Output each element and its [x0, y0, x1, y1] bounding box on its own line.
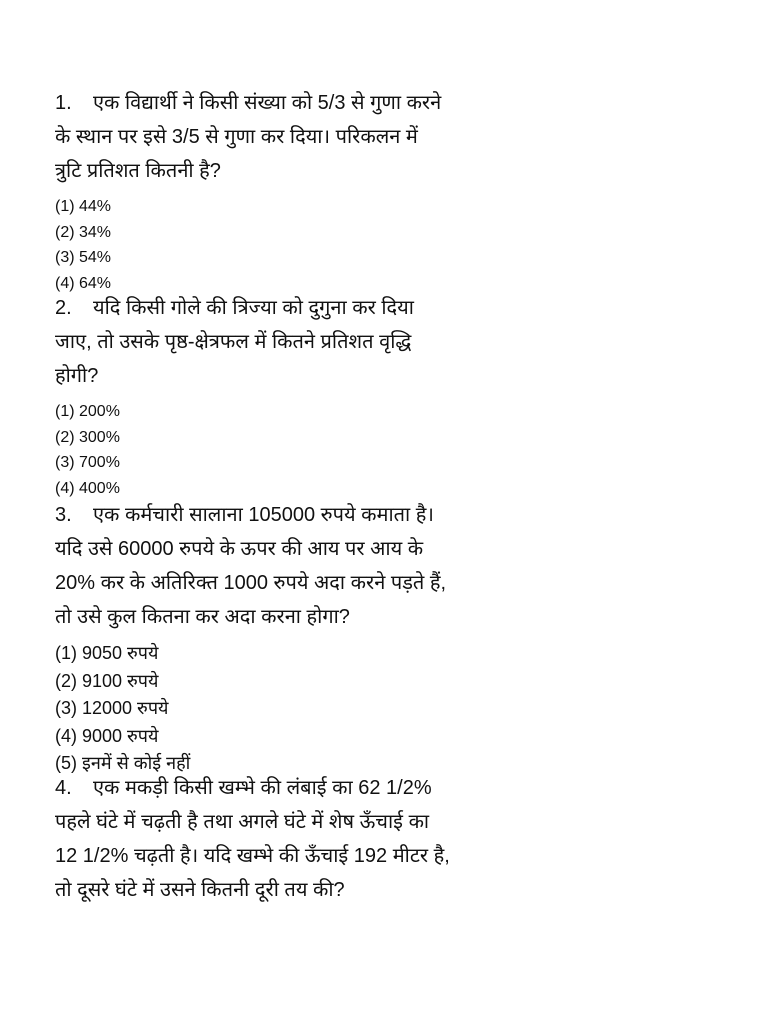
- question-line: होगी?: [55, 365, 99, 387]
- option: (3) 700%: [55, 454, 120, 471]
- question-4: [55, 771, 735, 907]
- option: (1) 200%: [55, 403, 120, 420]
- question-line: के स्थान पर इसे 3/5 से गुणा कर दिया। परिकलन में: [55, 126, 418, 148]
- option: (2) 9100 रुपये: [55, 670, 159, 691]
- question-1: [55, 86, 735, 296]
- question-line: [55, 498, 735, 532]
- question-line: 12 1/2% चढ़ती है। यदि खम्भे की ऊँचाई 192 मीटर है,: [55, 845, 450, 867]
- question-number: 3.: [55, 504, 72, 526]
- question-line: [55, 291, 735, 325]
- question-line: 20% कर के अतिरिक्त 1000 रुपये अदा करने पड़ते हैं,: [55, 572, 447, 594]
- question-number: 1.: [55, 92, 72, 114]
- question-line: [55, 771, 735, 805]
- option: (4) 400%: [55, 479, 120, 497]
- question-3: [55, 498, 735, 778]
- question-text: एक विद्यार्थी ने किसी संख्या को 5/3 से गुणा करने: [93, 92, 442, 114]
- question-line: त्रुटि प्रतिशत कितनी है?: [55, 160, 221, 182]
- question-line: यदि उसे 60000 रुपये के ऊपर की आय पर आय के: [55, 538, 424, 560]
- option: (2) 34%: [55, 223, 112, 241]
- question-line: जाए, तो उसके पृष्ठ-क्षेत्रफल में कितने प्रतिशत वृद्धि: [55, 331, 412, 353]
- question-line: [55, 86, 735, 120]
- option: (3) 54%: [55, 249, 112, 266]
- option: (3) 12000 रुपये: [55, 698, 169, 718]
- question-line: पहले घंटे में चढ़ती है तथा अगले घंटे में शेष ऊँचाई का: [55, 811, 430, 833]
- question-2: [55, 291, 735, 501]
- question-line: तो उसे कुल कितना कर अदा करना होगा?: [55, 606, 350, 628]
- option: (1) 44%: [55, 198, 112, 215]
- option: (4) 9000 रुपये: [55, 725, 159, 746]
- option: (4) 64%: [55, 274, 112, 292]
- option: (5) इनमें से कोई नहीं: [55, 753, 191, 773]
- question-number: 2.: [55, 297, 72, 319]
- question-text: एक कर्मचारी सालाना 105000 रुपये कमाता है।: [93, 504, 434, 526]
- question-text: यदि किसी गोले की त्रिज्या को दुगुना कर दिया: [93, 297, 414, 319]
- option: (1) 9050 रुपये: [55, 643, 159, 663]
- question-line: तो दूसरे घंटे में उसने कितनी दूरी तय की?: [55, 879, 345, 901]
- question-text: एक मकड़ी किसी खम्भे की लंबाई का 62 1/2%: [93, 777, 432, 799]
- question-number: 4.: [55, 777, 72, 799]
- option: (2) 300%: [55, 428, 120, 446]
